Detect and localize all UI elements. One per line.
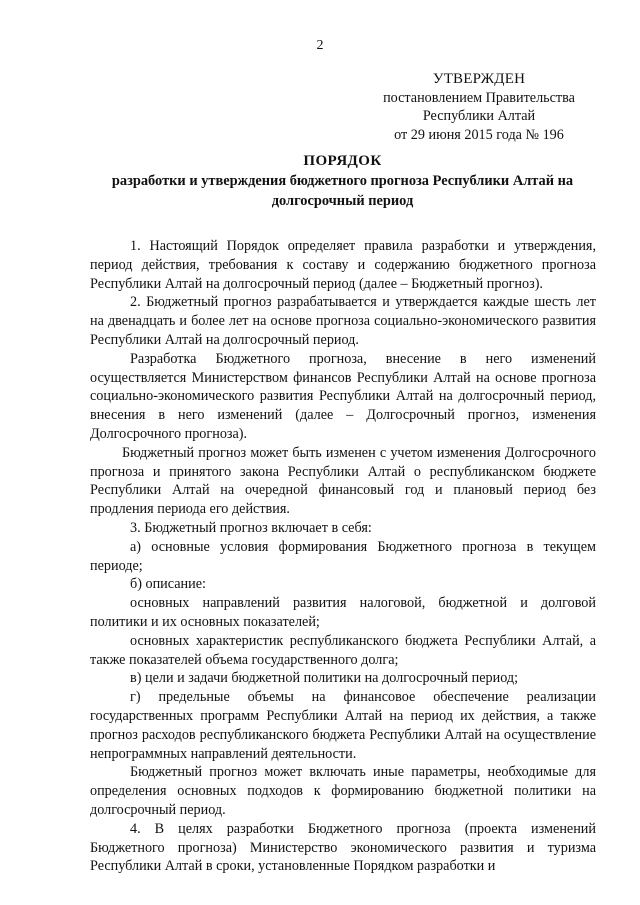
paragraph: Бюджетный прогноз может включать иные параметры, необходимые для определения основных подходов к формированию бюджетной политики на долгосрочный период. — [90, 764, 596, 818]
paragraph: г) предельные объемы на финансовое обеспечение реализации государственных программ Республики Алтай на период их действия, а также прогноз расходов республиканского бюджета Республики Алтай на осуществление непрограммных направлений деятельности. — [90, 689, 596, 762]
paragraph: основных направлений развития налоговой, бюджетной и долговой политики и их основных показателей; — [90, 595, 596, 630]
approval-line-3: от 29 июня 2015 года № 196 — [394, 126, 564, 143]
approval-block — [357, 70, 601, 144]
paragraph: 2. Бюджетный прогноз разрабатывается и утверждается каждые шесть лет на двенадцать и более лет на основе прогноза социально-экономического развития Республики Алтай на долгосрочный период. — [90, 294, 596, 348]
paragraph: Разработка Бюджетного прогноза, внесение в него изменений осуществляется Министерством финансов Республики Алтай на основе прогноза социально-экономического развития Республики Алтай на долгосрочный период, внесения в него изменений (далее – Долгосрочный прогноз, изменения Долгосрочного прогноза). — [90, 350, 596, 442]
document-body — [90, 237, 596, 876]
approval-stamp: УТВЕРЖДЕН — [432, 71, 526, 87]
document-title — [90, 151, 595, 211]
paragraph: 3. Бюджетный прогноз включает в себя: — [130, 519, 372, 536]
paragraph: б) описание: — [130, 576, 206, 593]
approval-line-2: Республики Алтай — [422, 108, 536, 124]
paragraph: 1. Настоящий Порядок определяет правила разработки и утверждения, период действия, требования к составу и содержанию бюджетного прогноза Республики Алтай на долгосрочный период (далее – Бюджетный прогноз). — [90, 238, 596, 292]
document-heading: ПОРЯДОК — [303, 153, 382, 169]
approval-line-1: постановлением Правительства — [383, 89, 575, 106]
paragraph: а) основные условия формирования Бюджетного прогноза в текущем периоде; — [90, 538, 596, 574]
page-number: 2 — [316, 38, 324, 53]
paragraph: основных характеристик республиканского бюджета Республики Алтай, а также показателей объема государственного долга; — [90, 632, 596, 668]
paragraph: Бюджетный прогноз может быть изменен с учетом изменения Долгосрочного прогноза и принятого закона Республики Алтай о республиканском бюджете Республики Алтай на очередной финансовый год и плановый период без продления периода его действия. — [90, 444, 596, 518]
paragraph: 4. В целях разработки Бюджетного прогноза (проекта изменений Бюджетного прогноза) Министерство экономического развития и туризма Республики Алтай в сроки, установленные Порядком разработки и — [90, 820, 596, 875]
paragraph: в) цели и задачи бюджетной политики на долгосрочный период; — [130, 670, 519, 687]
document-subtitle: разработки и утверждения бюджетного прогноза Республики Алтай на долгосрочный период — [111, 173, 574, 209]
